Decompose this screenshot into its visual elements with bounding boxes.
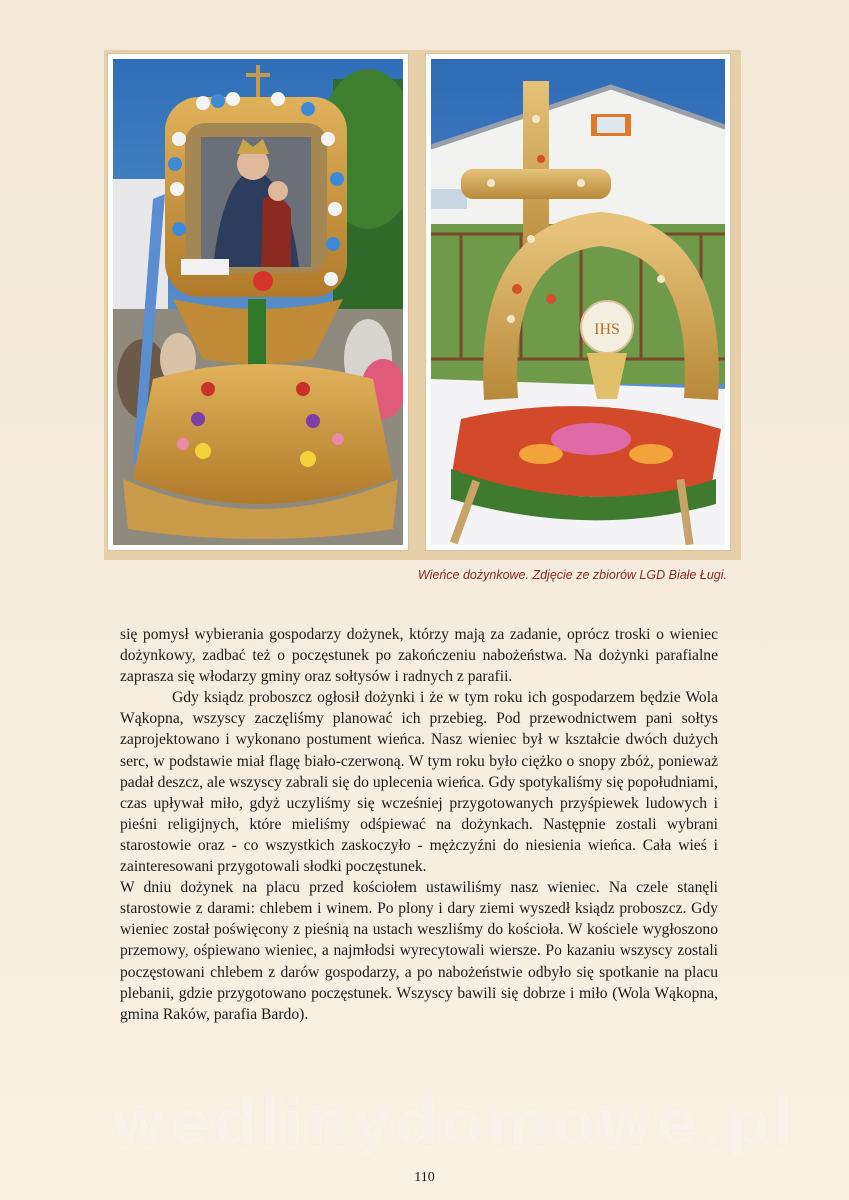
article-body <box>120 624 718 1025</box>
harvest-wreath-madonna-image <box>113 59 403 545</box>
photo-panel <box>104 50 741 560</box>
photo-right <box>426 54 730 550</box>
watermark: wedlinydomowe.pl <box>110 1086 796 1159</box>
harvest-wreath-cross-image <box>431 59 725 545</box>
paragraph-3: W dniu dożynek na placu przed kościołem ustawiliśmy nasz wieniec. Na czele stanęli starostowie z darami: chlebem i winem. Po plony i dary ziemi wyszedł ksiądz proboszcz. Gdy wieniec został poświęcony z pieśnią na ustach weszliśmy do kościoła. W kościele wygłoszono przemowy, ośpiewano wieniec, a najmłodsi wyrecytowali wiersze. Po kazaniu wszyscy zostali poczęstowani chlebem z darów gospodarzy, a po nabożeństwie odbyło się spotkanie na placu plebanii, gdzie przygotowano poczęstunek. Wszyscy bawili się dobrze i miło (Wola Wąkopna, gmina Raków, parafia Bardo). <box>120 879 718 1023</box>
paragraph-1: się pomysł wybierania gospodarzy dożynek, którzy mają za zadanie, oprócz troski o wieniec dożynkowy, zadbać też o poczęstunek po zakończeniu nabożeństwa. Na dożynki parafialne zaprasza się włodarzy gminy oraz sołtysów i radnych z parafii. <box>120 626 718 686</box>
photo-left <box>108 54 408 550</box>
photo-caption: Wieńce dożynkowe. Zdjęcie ze zbiorów LGD Białe Ługi. <box>417 568 727 582</box>
page-number: 110 <box>414 1170 435 1185</box>
ihs-label: IHS <box>594 321 620 338</box>
paragraph-2: Gdy ksiądz proboszcz ogłosił dożynki i że w tym roku ich gospodarzem będzie Wola Wąkopna, wszyscy zaczęliśmy planować ich przebieg. Pod przewodnictwem pani sołtys zaprojektowano i wykonano postument wieńca. Nasz wieniec był w kształcie dwóch dużych serc, w podstawie miał flagę biało-czerwoną. W tym roku było ciężko o snopy zbóż, ponieważ padał deszcz, ale wszyscy zabrali się do uplecenia wieńca. Gdy spotykaliśmy się popołudniami, czas upływał miło, gdyż uczyliśmy się wcześniej przygotowanych przyśpiewek ludowych i pieśni religijnych, które mieliśmy odśpiewać na dożynkach. Następnie zostali wybrani starostowie oraz - co wszystkich zaskoczyło - mężczyźni do niesienia wieńca. Cała wieś i zainteresowani przygotowali słodki poczęstunek. <box>120 689 719 876</box>
